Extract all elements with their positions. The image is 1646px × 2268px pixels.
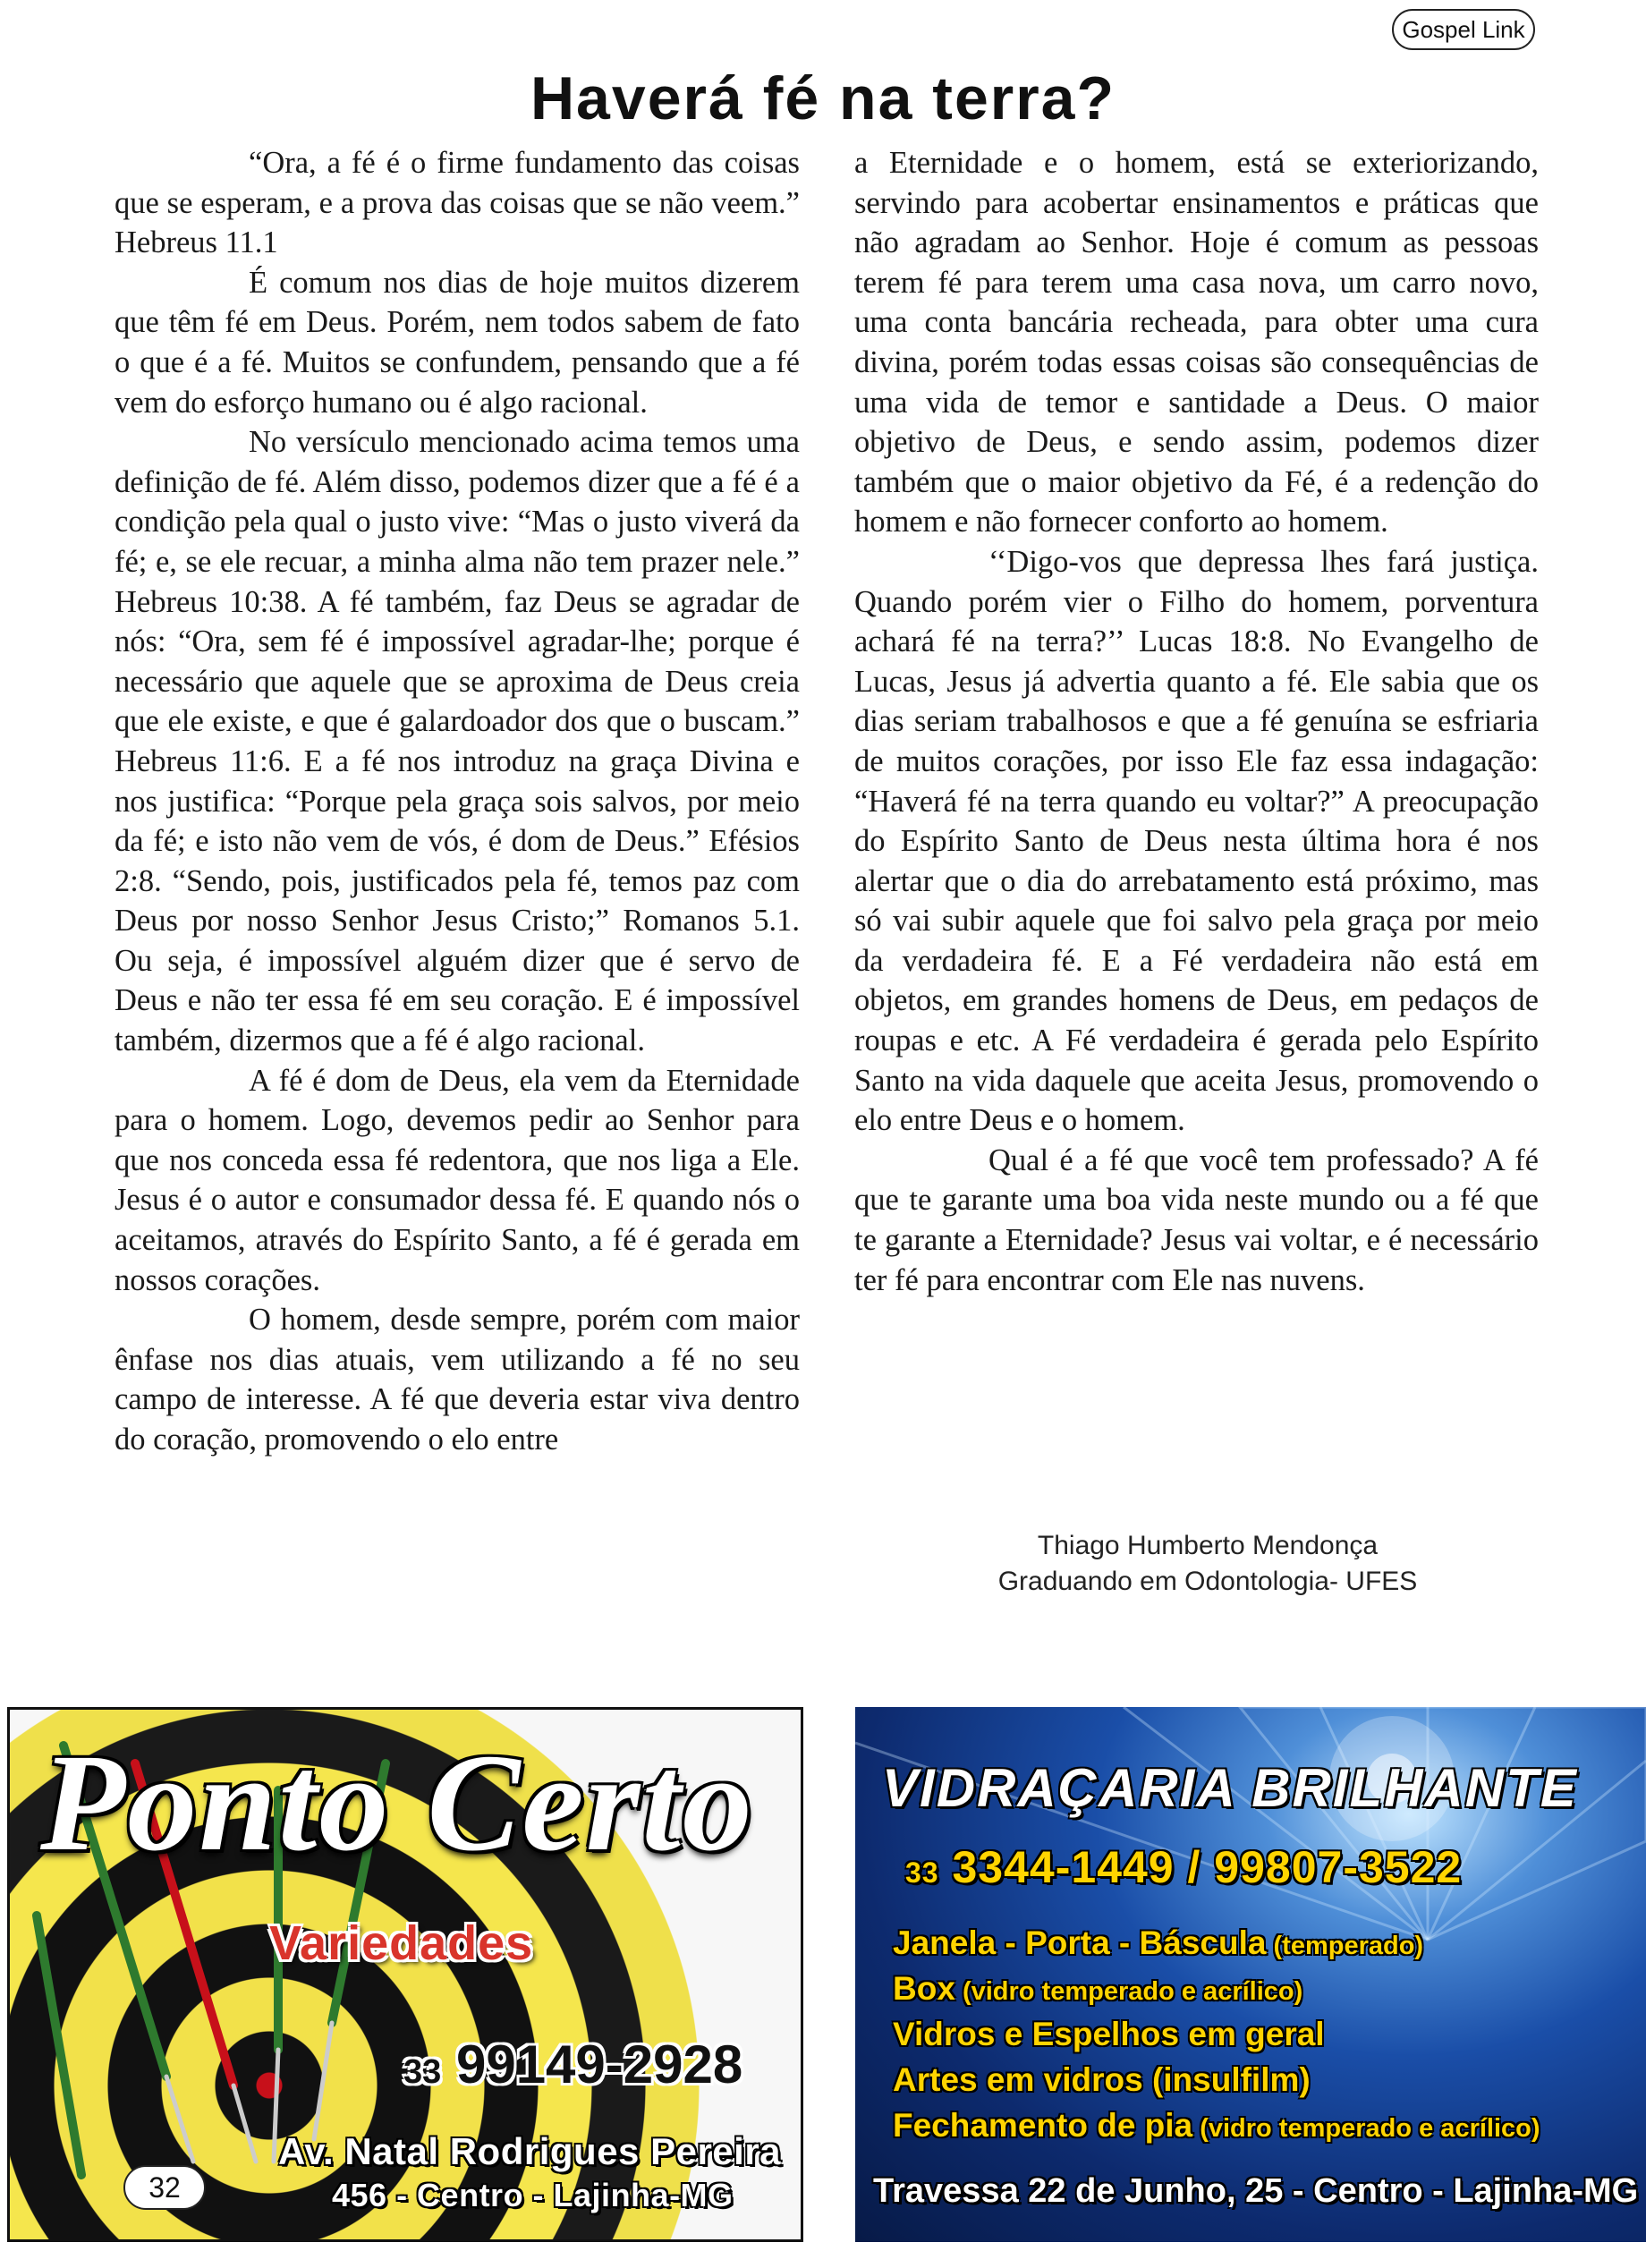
ad2-service-item: Vidros e Espelhos em geral [893, 2016, 1325, 2052]
ad2-services-list [893, 1922, 1540, 2150]
article-paragraph-continued: a Eternidade e o homem, está se exteriorizando, servindo para acobertar ensinamentos e práticas que não agradam ao Senhor. Hoje é comum as pessoas terem fé para terem uma casa nova, um carro novo, uma conta bancária recheada, para obter uma cura divina, porém todas essas coisas são consequências de uma vida de temor e santidade a Deus. O maior objetivo de Deus, e sendo assim, podemos dizer também que o maior objetivo da Fé, é a redenção do homem e não fornecer conforto ao homem. [854, 146, 1539, 539]
ad1-brand-name: Ponto Certo [40, 1725, 754, 1880]
ad1-phone-ddd: 33 [403, 2053, 442, 2091]
ad2-service-item: Box (vidro temperado e acrílico) [893, 1970, 1303, 2007]
ad1-phone [403, 2034, 742, 2095]
ad2-service-item: Fechamento de pia (vidro temperado e acrílico) [893, 2107, 1540, 2144]
article-paragraph: ‘‘Digo-vos que depressa lhes fará justiça. Quando porém vier o Filho do homem, porventura achará fé na terra?’’ Lucas 18:8. No Evangelho de Lucas, Jesus já advertia quanto a fé. Ele sabia que os dias seriam trabalhosos e que a fé genuína se esfriaria de muitos corações, por isso Ele faz essa indagação: “Haverá fé na terra quando eu voltar?” A preocupação do Espírito Santo de Deus nesta última hora é nos alertar que o dia do arrebatamento está próximo, mas só vai subir aquele que foi salvo pela graça por meio da verdadeira fé. E a Fé verdadeira não está em objetos, em grandes homens de Deus, em pedaços de roupas e etc. A Fé verdadeira é gerada pelo Espírito Santo na vida daquele que aceita Jesus, promovendo o elo entre Deus e o homem. [854, 544, 1539, 1138]
ad-ponto-certo [7, 1707, 803, 2242]
article-paragraph: É comum nos dias de hoje muitos dizerem que têm fé em Deus. Porém, nem todos sabem de fato o que é a fé. Muitos se confundem, pensando que a fé vem do esforço humano ou é algo racional. [115, 265, 800, 420]
author-name: Thiago Humberto Mendonça [1037, 1531, 1379, 1560]
article-column-left [115, 143, 800, 1460]
ad2-phones [905, 1841, 1462, 1893]
ad2-brand-name: VIDRAÇARIA BRILHANTE [882, 1758, 1578, 1818]
ad2-phone-numbers: 3344-1449 / 99807-3522 [952, 1842, 1463, 1892]
article-paragraph: O homem, desde sempre, porém com maior ênfase nos dias atuais, vem utilizando a fé no seu campo de interesse. A fé que deveria estar viva dentro do coração, promovendo o elo entre [115, 1303, 800, 1457]
ad2-service-item: Artes em vidros (insulfilm) [893, 2061, 1311, 2098]
article-paragraph: No versículo mencionado acima temos uma definição de fé. Além disso, podemos dizer que a fé é a condição pela qual o justo vive: “Mas o justo viverá da fé; e, se ele recuar, a minha alma não tem prazer nele.” Hebreus 10:38. A fé também, faz Deus se agradar de nós: “Ora, sem fé é impossível agradar-lhe; porque é necessário que aquele que se aproxima de Deus creia que ele existe, e que é galardoador dos que o buscam.” Hebreus 11:6. E a fé nos introduz na graça Divina e nos justifica: “Porque pela graça sois salvos, por meio da fé; e isto não vem de vós, é dom de Deus.” Efésios 2:8. “Sendo, pois, justificados pela fé, temos paz com Deus por nosso Senhor Jesus Cristo;” Romanos 5.1. Ou seja, é impossível alguém dizer que é servo de Deus e não ter essa fé em seu coração. E é impossível também, dizermos que a fé é algo racional. [115, 425, 800, 1058]
author-role: Graduando em Odontologia- UFES [997, 1567, 1418, 1596]
section-badge: Gospel Link [1392, 9, 1535, 50]
ad1-address-line1: Av. Natal Rodrigues Pereira [278, 2130, 782, 2172]
ad2-phone-ddd: 33 [905, 1856, 939, 1889]
article-paragraph: “Ora, a fé é o firme fundamento das coisas que se esperam, e a prova das coisas que se não veem.” Hebreus 11.1 [115, 146, 800, 260]
ad1-address-line2: 456 - Centro - Lajinha-MG [332, 2177, 734, 2213]
article-paragraph: Qual é a fé que você tem professado? A fé que te garante uma boa vida neste mundo ou a fé que te garante a Eternidade? Jesus vai voltar, e é necessário ter fé para encontrar com Ele nas nuvens. [854, 1142, 1539, 1297]
page-number: 32 [123, 2165, 206, 2210]
author-credit [895, 1528, 1521, 1600]
article-paragraph: A fé é dom de Deus, ela vem da Eternidade para o homem. Logo, devemos pedir ao Senhor para que nos conceda essa fé redentora, que nos liga a Ele. Jesus é o autor e consumador dessa fé. E quando nós o aceitamos, através do Espírito Santo, a fé é gerada em nossos corações. [115, 1063, 800, 1297]
ad2-service-item: Janela - Porta - Báscula (temperado) [893, 1924, 1424, 1961]
article-title: Haverá fé na terra? [530, 64, 1116, 132]
ad1-subtitle: Variedades [269, 1916, 534, 1970]
article-column-right [854, 143, 1539, 1300]
ad2-address: Travessa 22 de Junho, 25 - Centro - Lajinha-MG [873, 2172, 1639, 2210]
ad-vidracaria-brilhante [855, 1707, 1646, 2242]
ad1-phone-number: 99149-2928 [455, 2034, 743, 2094]
